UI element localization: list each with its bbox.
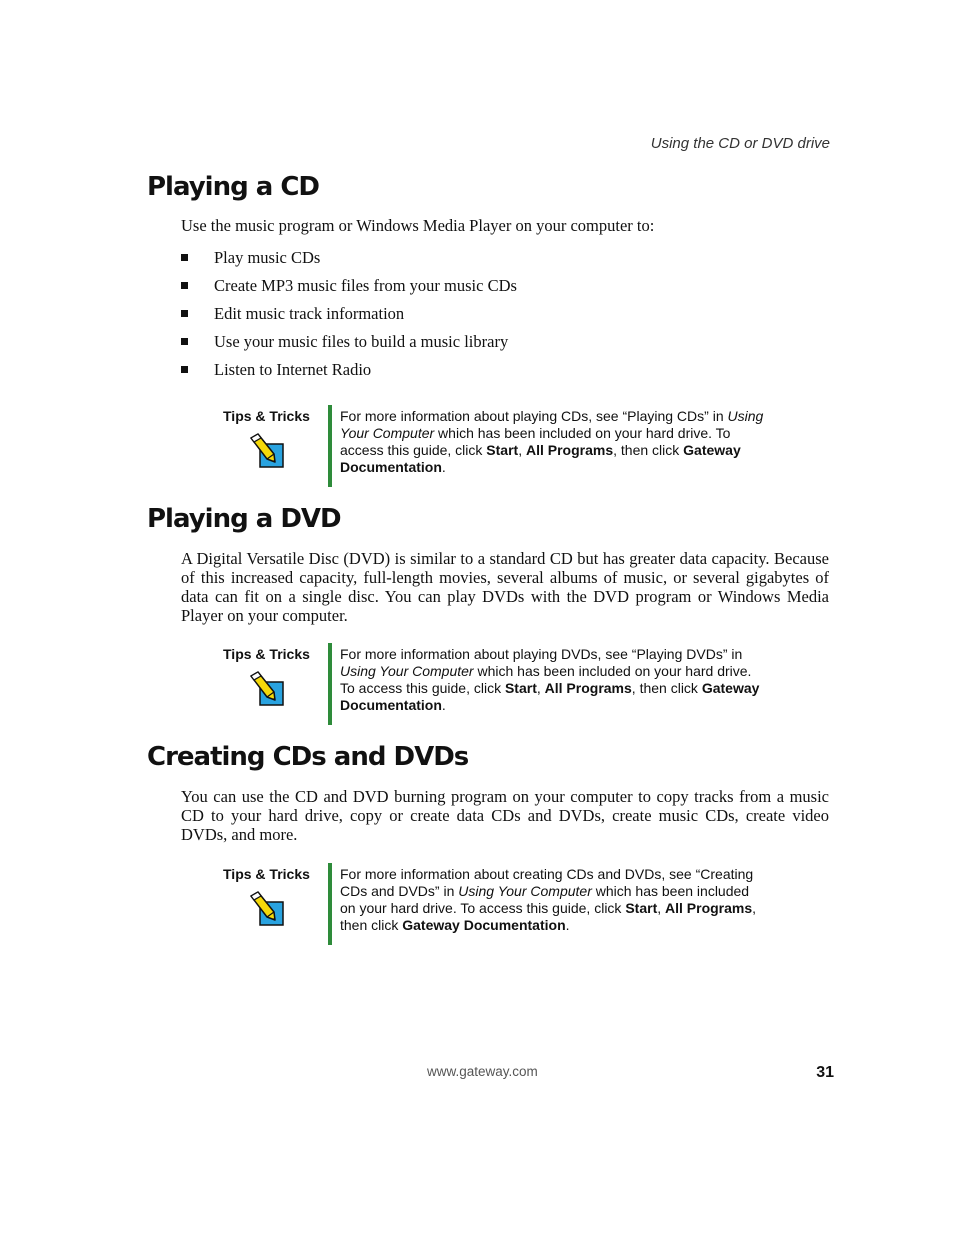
tip-text-line: Documentation. <box>340 459 446 475</box>
bullet-square-icon <box>181 338 188 345</box>
pencil-note-icon <box>248 890 286 928</box>
tip-text-line: access this guide, click Start, All Programs, then click Gateway <box>340 442 741 458</box>
tips-tricks-box-creating <box>180 863 780 945</box>
tip-text-line: then click Gateway Documentation. <box>340 917 570 933</box>
tip-text-line: For more information about playing CDs, see “Playing CDs” in Using <box>340 408 764 424</box>
tip-text-line: on your hard drive. To access this guide, click Start, All Programs, <box>340 900 757 916</box>
tips-label: Tips & Tricks <box>223 646 310 662</box>
tip-text-line: To access this guide, click Start, All Programs, then click Gateway <box>340 680 760 696</box>
tips-tricks-box-cd <box>180 405 780 487</box>
tips-label: Tips & Tricks <box>223 866 310 882</box>
bullet-square-icon <box>181 254 188 261</box>
tips-text <box>340 408 765 476</box>
section-body-playing-dvd: A Digital Versatile Disc (DVD) is similar to a standard CD but has greater data capacity. Because of this increased capacity, full-length movies, several albums of music, or several gigabytes of data can fit on a single disc. You can play DVDs with the DVD program or Windows Media Player on your computer. <box>181 549 829 625</box>
bullet-square-icon <box>181 310 188 317</box>
tips-bar <box>328 405 332 487</box>
tips-text <box>340 646 765 714</box>
tip-text-line: Using Your Computer which has been included on your hard drive. <box>340 663 752 679</box>
tips-tricks-box-dvd <box>180 643 780 725</box>
tips-text <box>340 866 765 934</box>
section-title-playing-dvd: Playing a DVD <box>147 504 341 534</box>
tip-text-line: For more information about creating CDs and DVDs, see “Creating <box>340 866 754 882</box>
pencil-note-icon <box>248 670 286 708</box>
pencil-note-icon <box>248 432 286 470</box>
page-number: 31 <box>816 1064 834 1081</box>
tip-text-line: Your Computer which has been included on your hard drive. To <box>340 425 731 441</box>
tips-bar <box>328 863 332 945</box>
section-title-playing-cd: Playing a CD <box>147 172 320 202</box>
tip-text-line: For more information about playing DVDs, see “Playing DVDs” in <box>340 646 743 662</box>
section-body-creating-cds-dvds: You can use the CD and DVD burning program on your computer to copy tracks from a music CD to your hard drive, copy or create data CDs and DVDs, create music CDs, create video DVDs, and more. <box>181 787 829 844</box>
tips-label: Tips & Tricks <box>223 408 310 424</box>
section-title-creating-cds-dvds: Creating CDs and DVDs <box>147 742 469 772</box>
bullet-square-icon <box>181 366 188 373</box>
tip-text-line: Documentation. <box>340 697 446 713</box>
tip-text-line: CDs and DVDs” in Using Your Computer which has been included <box>340 883 750 899</box>
footer-url: www.gateway.com <box>427 1064 538 1079</box>
section-intro-playing-cd: Use the music program or Windows Media Player on your computer to: <box>181 216 655 235</box>
tips-bar <box>328 643 332 725</box>
running-header: Using the CD or DVD drive <box>650 135 830 152</box>
bullet-square-icon <box>181 282 188 289</box>
